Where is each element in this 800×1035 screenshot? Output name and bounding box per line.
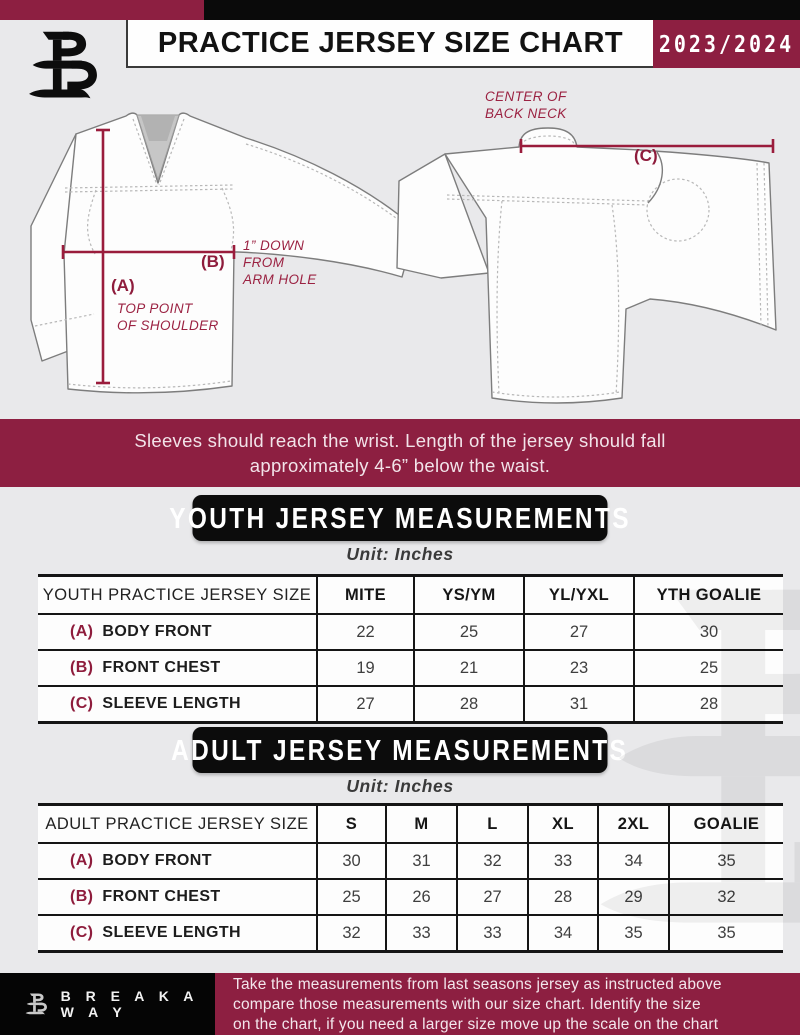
measure-desc-a-line1: TOP POINT [117, 301, 193, 316]
table-cell: 30 [633, 613, 783, 649]
footer-brand-box [0, 973, 215, 1035]
table-cell: 26 [385, 878, 456, 914]
footer-instructions [215, 973, 800, 1035]
table-cell: 34 [597, 842, 668, 878]
fit-instruction-banner [0, 419, 800, 487]
adult-section-title: ADULT JERSEY MEASUREMENTS [171, 732, 629, 766]
row-prefix: (B) [70, 659, 94, 676]
youth-section-header [169, 495, 631, 541]
row-label-text: BODY FRONT [102, 852, 212, 869]
row-label-text: SLEEVE LENGTH [102, 695, 241, 712]
measure-label-b: (B) [201, 252, 225, 271]
table-cell: 25 [633, 649, 783, 685]
measure-desc-b-line3: ARM HOLE [243, 272, 317, 287]
table-cell: 33 [385, 914, 456, 950]
title-box [126, 20, 653, 68]
row-label [38, 842, 316, 878]
banner-line1: Sleeves should reach the wrist. Length of the jersey should fall [134, 429, 666, 451]
column-header: L [456, 806, 527, 842]
table-cell: 30 [316, 842, 385, 878]
jersey-diagram [0, 68, 800, 419]
table-cell: 35 [668, 914, 783, 950]
column-header: 2XL [597, 806, 668, 842]
measure-desc-b-line2: FROM [243, 255, 285, 270]
column-header: S [316, 806, 385, 842]
measure-desc-c [485, 88, 567, 122]
season-badge [653, 20, 800, 68]
top-maroon-strip [0, 0, 204, 20]
table-cell: 29 [597, 878, 668, 914]
table-cell: 31 [523, 685, 633, 721]
table-cell: 32 [456, 842, 527, 878]
table-cell: 32 [668, 878, 783, 914]
measure-desc-c-line2: BACK NECK [485, 106, 567, 121]
measure-desc-b-line1: 1” DOWN [243, 238, 305, 253]
table-cell: 22 [316, 613, 413, 649]
row-label [38, 649, 316, 685]
column-header: GOALIE [668, 806, 783, 842]
row-label-text: SLEEVE LENGTH [102, 924, 241, 941]
table-cell: 32 [316, 914, 385, 950]
measure-desc-c-line1: CENTER OF [485, 89, 567, 104]
table-cell: 28 [633, 685, 783, 721]
row-label [38, 914, 316, 950]
table-cell: 21 [413, 649, 523, 685]
table-cell: 33 [527, 842, 597, 878]
brand-name: B R E A K A W A Y [60, 988, 199, 1020]
table-cell: 19 [316, 649, 413, 685]
row-label-text: FRONT CHEST [102, 888, 221, 905]
page-title: PRACTICE JERSEY SIZE CHART [157, 26, 624, 59]
adult-unit-label: Unit: Inches [346, 776, 454, 796]
row-prefix: (C) [70, 695, 94, 712]
footer-line1: Take the measurements from last seasons jersey as instructed above [233, 975, 722, 993]
season-label: 2023/2024 [658, 30, 795, 58]
column-header: YOUTH PRACTICE JERSEY SIZE [38, 577, 316, 613]
youth-unit-label: Unit: Inches [346, 544, 454, 564]
row-label [38, 878, 316, 914]
column-header: XL [527, 806, 597, 842]
measure-label-c: (C) [634, 146, 658, 165]
footer-line3: on the chart, if you need a larger size move up the scale on the chart [233, 1015, 719, 1033]
table-cell: 25 [413, 613, 523, 649]
row-prefix: (A) [70, 852, 94, 869]
column-header: YTH GOALIE [633, 577, 783, 613]
row-prefix: (B) [70, 888, 94, 905]
adult-section-header [171, 727, 629, 773]
table-cell: 35 [668, 842, 783, 878]
row-label-text: FRONT CHEST [102, 659, 221, 676]
table-cell: 28 [527, 878, 597, 914]
youth-measurements-table [38, 574, 783, 724]
column-header: YL/YXL [523, 577, 633, 613]
measure-desc-a [117, 300, 219, 334]
column-header: MITE [316, 577, 413, 613]
measure-label-a: (A) [111, 276, 135, 295]
row-label [38, 613, 316, 649]
table-cell: 27 [523, 613, 633, 649]
table-cell: 35 [597, 914, 668, 950]
youth-section-title: YOUTH JERSEY MEASUREMENTS [169, 500, 631, 534]
banner-line2: approximately 4-6” below the waist. [249, 454, 551, 476]
measure-desc-a-line2: OF SHOULDER [117, 318, 219, 333]
row-label-text: BODY FRONT [102, 623, 212, 640]
column-header: YS/YM [413, 577, 523, 613]
row-prefix: (C) [70, 924, 94, 941]
table-cell: 23 [523, 649, 633, 685]
column-header: ADULT PRACTICE JERSEY SIZE [38, 806, 316, 842]
column-header: M [385, 806, 456, 842]
table-cell: 33 [456, 914, 527, 950]
table-cell: 28 [413, 685, 523, 721]
footer-line2: compare those measurements with our size chart. Identify the size [233, 995, 701, 1013]
row-label [38, 685, 316, 721]
measure-desc-b [243, 237, 317, 288]
adult-measurements-table [38, 803, 783, 953]
table-cell: 34 [527, 914, 597, 950]
table-cell: 27 [456, 878, 527, 914]
table-cell: 25 [316, 878, 385, 914]
table-cell: 27 [316, 685, 413, 721]
row-prefix: (A) [70, 623, 94, 640]
breakaway-footer-logo-icon [24, 986, 49, 1022]
table-cell: 31 [385, 842, 456, 878]
